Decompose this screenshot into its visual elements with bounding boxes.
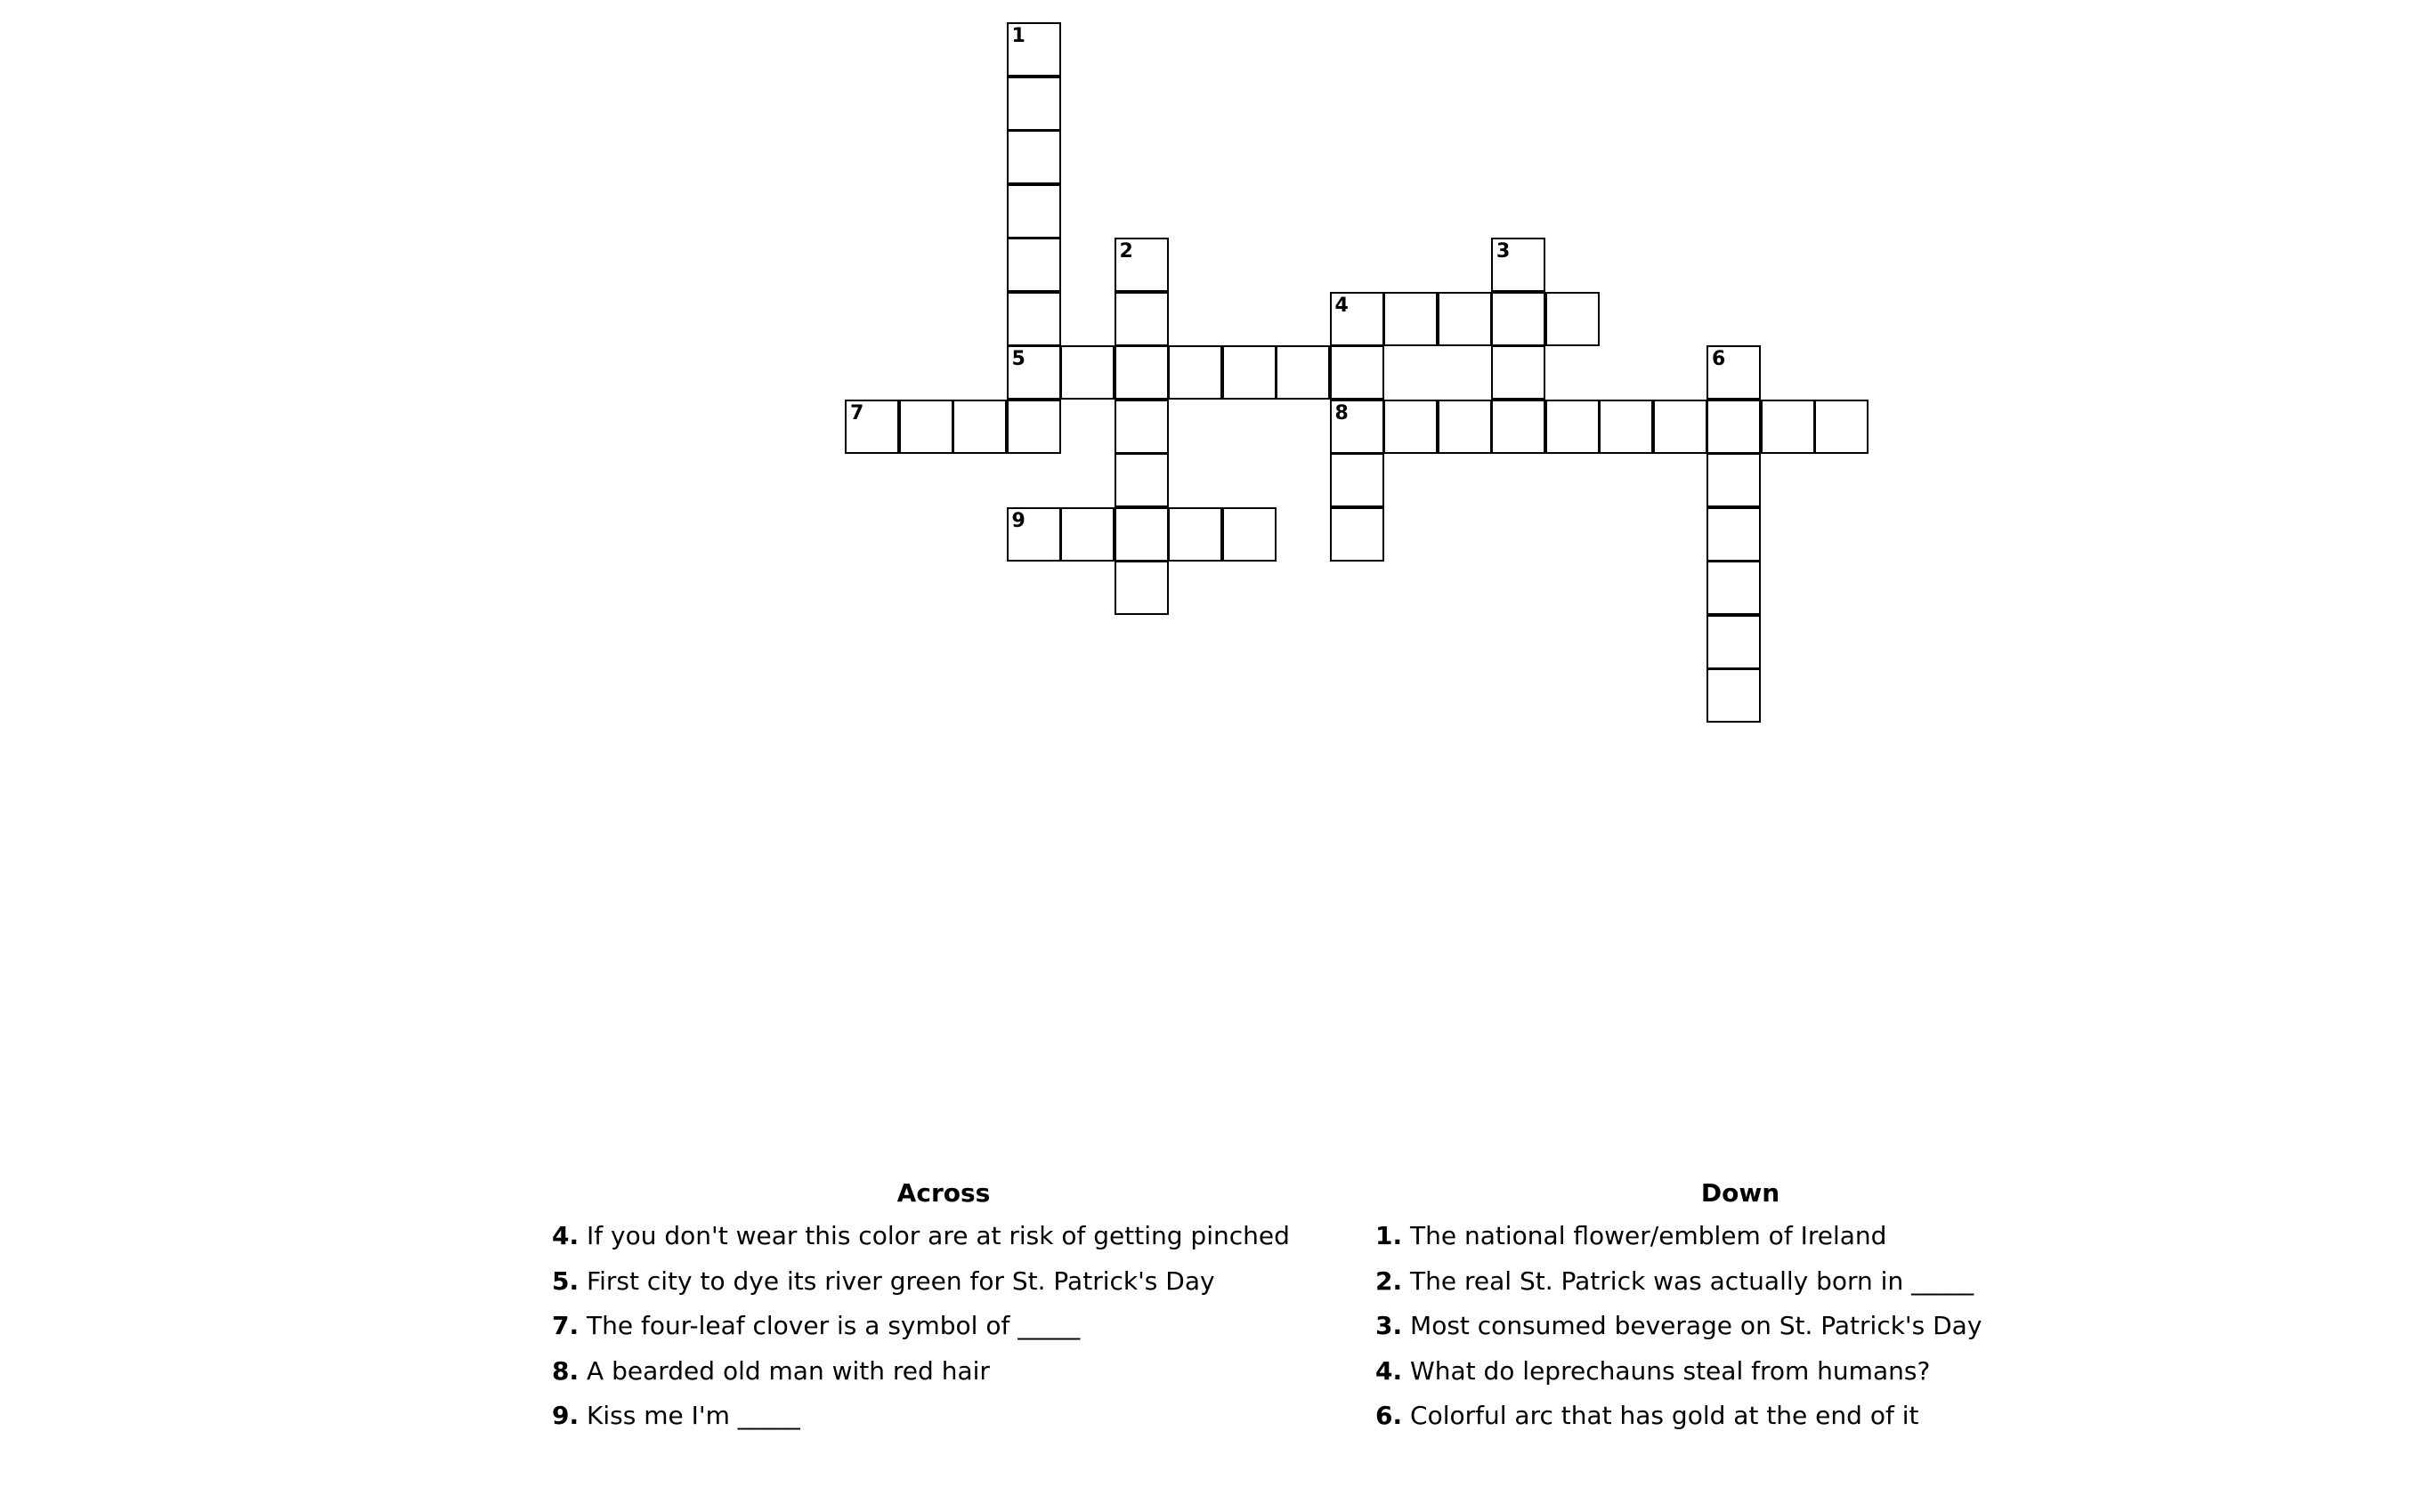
down-clue [1375,1259,2105,1305]
grid-cell[interactable] [1814,400,1869,454]
grid-cell[interactable] [1115,453,1169,507]
down-clue [1375,1349,2105,1395]
grid-cell[interactable] [1115,345,1169,400]
clue-text: The real St. Patrick was actually born in _____ [1410,1265,1974,1296]
grid-cell[interactable] [1007,345,1061,400]
grid-cell[interactable] [1706,453,1761,507]
clue-text: What do leprechauns steal from humans? [1410,1355,1931,1386]
clue-text: If you don't wear this color are at risk of getting pinched [587,1221,1290,1250]
grid-cell[interactable] [1706,561,1761,615]
grid-cell[interactable] [1060,345,1115,400]
cell-number: 7 [850,401,864,424]
grid-cell[interactable] [1168,507,1222,562]
grid-cell[interactable] [1115,507,1169,562]
grid-cell[interactable] [1115,238,1169,292]
grid-cell[interactable] [1706,507,1761,562]
clue-text: A bearded old man with red hair [587,1355,990,1386]
grid-cell[interactable] [899,400,953,454]
grid-cell[interactable] [1706,668,1761,723]
grid-cell[interactable] [1007,507,1061,562]
grid-cell[interactable] [1706,345,1761,400]
grid-cell[interactable] [1276,345,1330,400]
clue-number: 7. [552,1311,580,1340]
cell-number: 3 [1496,240,1511,263]
grid-cell[interactable] [1330,345,1384,400]
grid-cell[interactable] [1007,400,1061,454]
grid-cell[interactable] [1653,400,1707,454]
clue-text: Kiss me I'm _____ [587,1401,800,1430]
grid-cell[interactable] [1438,400,1492,454]
clue-number: 1. [1375,1221,1403,1250]
down-clue [1375,1304,2105,1349]
across-heading: Across [896,1178,991,1208]
grid-cell[interactable] [1330,453,1384,507]
grid-cell[interactable] [1491,238,1545,292]
clue-number: 2. [1375,1265,1403,1296]
clue-number: 5. [552,1265,580,1296]
grid-cell[interactable] [845,400,899,454]
grid-cell[interactable] [1383,400,1438,454]
grid-cell[interactable] [1706,615,1761,669]
grid-cell[interactable] [1330,292,1384,346]
across-clue [552,1349,1335,1395]
cell-number: 1 [1011,25,1025,47]
grid-cell[interactable] [1491,345,1545,400]
grid-cell[interactable] [1115,400,1169,454]
clue-text: The four-leaf clover is a symbol of _____ [587,1311,1081,1340]
across-clues [552,1173,1335,1439]
grid-cell[interactable] [1599,400,1653,454]
clue-number: 4. [552,1221,580,1250]
grid-cell[interactable] [1007,184,1061,239]
grid-cell[interactable] [1330,400,1384,454]
across-clue [552,1304,1335,1349]
grid-cell[interactable] [1060,507,1115,562]
grid-cell[interactable] [1545,400,1600,454]
across-clue [552,1214,1335,1259]
grid-cell[interactable] [1491,400,1545,454]
grid-cell[interactable] [1115,292,1169,346]
grid-cell[interactable] [1007,130,1061,184]
grid-cell[interactable] [953,400,1007,454]
clue-number: 8. [552,1355,580,1386]
grid-cell[interactable] [1168,345,1222,400]
down-clue [1375,1214,2105,1259]
grid-cell[interactable] [1383,292,1438,346]
down-heading: Down [1700,1178,1780,1208]
clue-number: 3. [1375,1311,1403,1340]
cell-number: 8 [1334,401,1349,424]
clue-text: Colorful arc that has gold at the end of it [1410,1401,1919,1430]
grid-cell[interactable] [1007,292,1061,346]
clue-text: The national flower/emblem of Ireland [1410,1221,1887,1250]
clue-text: Most consumed beverage on St. Patrick's Day [1410,1311,1982,1340]
clue-text: First city to dye its river green for St. Patrick's Day [587,1265,1215,1296]
down-clue [1375,1394,2105,1439]
grid-cell[interactable] [1330,507,1384,562]
grid-cell[interactable] [1007,238,1061,292]
cell-number: 4 [1334,294,1349,317]
cell-number: 6 [1712,348,1726,370]
grid-cell[interactable] [1007,22,1061,77]
grid-cell[interactable] [1491,292,1545,346]
grid-cell[interactable] [1706,400,1761,454]
down-clues [1375,1173,2105,1439]
clue-number: 9. [552,1401,580,1430]
grid-cell[interactable] [1761,400,1815,454]
grid-cell[interactable] [1007,77,1061,131]
clue-number: 4. [1375,1355,1403,1386]
grid-cell[interactable] [1438,292,1492,346]
cell-number: 2 [1119,240,1133,263]
grid-cell[interactable] [1222,507,1277,562]
grid-cell[interactable] [1222,345,1277,400]
cell-number: 5 [1011,348,1025,370]
across-clue [552,1259,1335,1305]
across-clue [552,1394,1335,1439]
grid-cell[interactable] [1115,561,1169,615]
grid-cell[interactable] [1545,292,1600,346]
clue-number: 6. [1375,1401,1403,1430]
cell-number: 9 [1011,509,1025,532]
